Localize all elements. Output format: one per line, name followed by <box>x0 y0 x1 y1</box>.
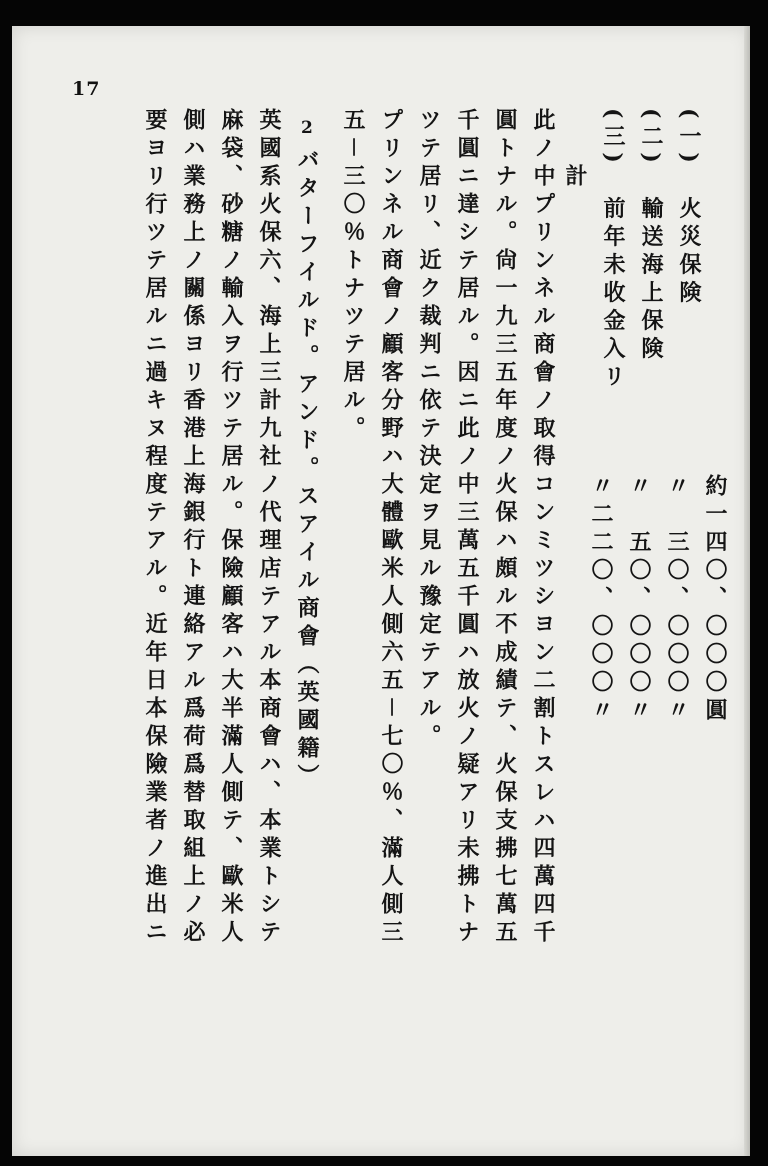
paragraph1-line: 五－三〇％トナツテ居ル。 <box>340 108 366 445</box>
item-label-marine: (二) 輸送海上保険 <box>638 108 664 365</box>
section-number: 2 <box>301 118 313 138</box>
item-label-fire: (一) 火災保険 <box>676 108 702 309</box>
item-amount-fire: 約一四〇、〇〇〇圓 <box>702 474 728 726</box>
paragraph2-line: 英國系火保六、海上三計九社ノ代理店テアル本商會ハ、本業トシテ <box>256 108 282 948</box>
paragraph1-line: 圓トナル。尙一九三五年度ノ火保ハ頗ル不成績テ、火保支拂七萬五 <box>492 108 518 948</box>
paragraph2-line: 側ハ業務上ノ關係ヨリ香港上海銀行ト連絡アル爲荷爲替取組上ノ必 <box>180 108 206 948</box>
item-amount-marine: 〃 三〇、〇〇〇〃 <box>664 474 690 726</box>
paragraph2-line: 要ヨリ行ツテ居ルニ過キヌ程度テアル。近年日本保險業者ノ進出ニ <box>142 108 168 948</box>
paragraph1-line: プリンネル商會ノ顧客分野ハ大體歐米人側六五－七〇％、滿人側三 <box>378 108 404 949</box>
paragraph2-heading: バターフイルド。アンド。スアイル商會（英國籍） <box>294 148 320 792</box>
page-edge <box>744 26 750 1156</box>
item-amount-total: 〃二二〇、〇〇〇〃 <box>588 474 614 726</box>
item-label-total: 計 <box>562 108 588 192</box>
item-amount-receivable: 〃 五〇、〇〇〇〃 <box>626 474 652 726</box>
paragraph1-line: ツテ居リ、近ク裁判ニ依テ決定ヲ見ル豫定テアル。 <box>416 108 442 752</box>
paragraph2-line: 麻袋、砂糖ノ輸入ヲ行ツテ居ル。保險顧客ハ大半滿人側テ、歐米人 <box>218 108 244 948</box>
paragraph1-line: 千圓ニ達シテ居ル。因ニ此ノ中三萬五千圓ハ放火ノ疑アリ未拂トナ <box>454 108 480 948</box>
page-number: 17 <box>72 78 101 100</box>
item-label-receivable: (三) 前年未收金入リ <box>600 108 626 393</box>
paragraph1-line: 此ノ中プリンネル商會ノ取得コンミツシヨン二割トスレハ四萬四千 <box>530 108 556 948</box>
document-page <box>12 26 750 1156</box>
